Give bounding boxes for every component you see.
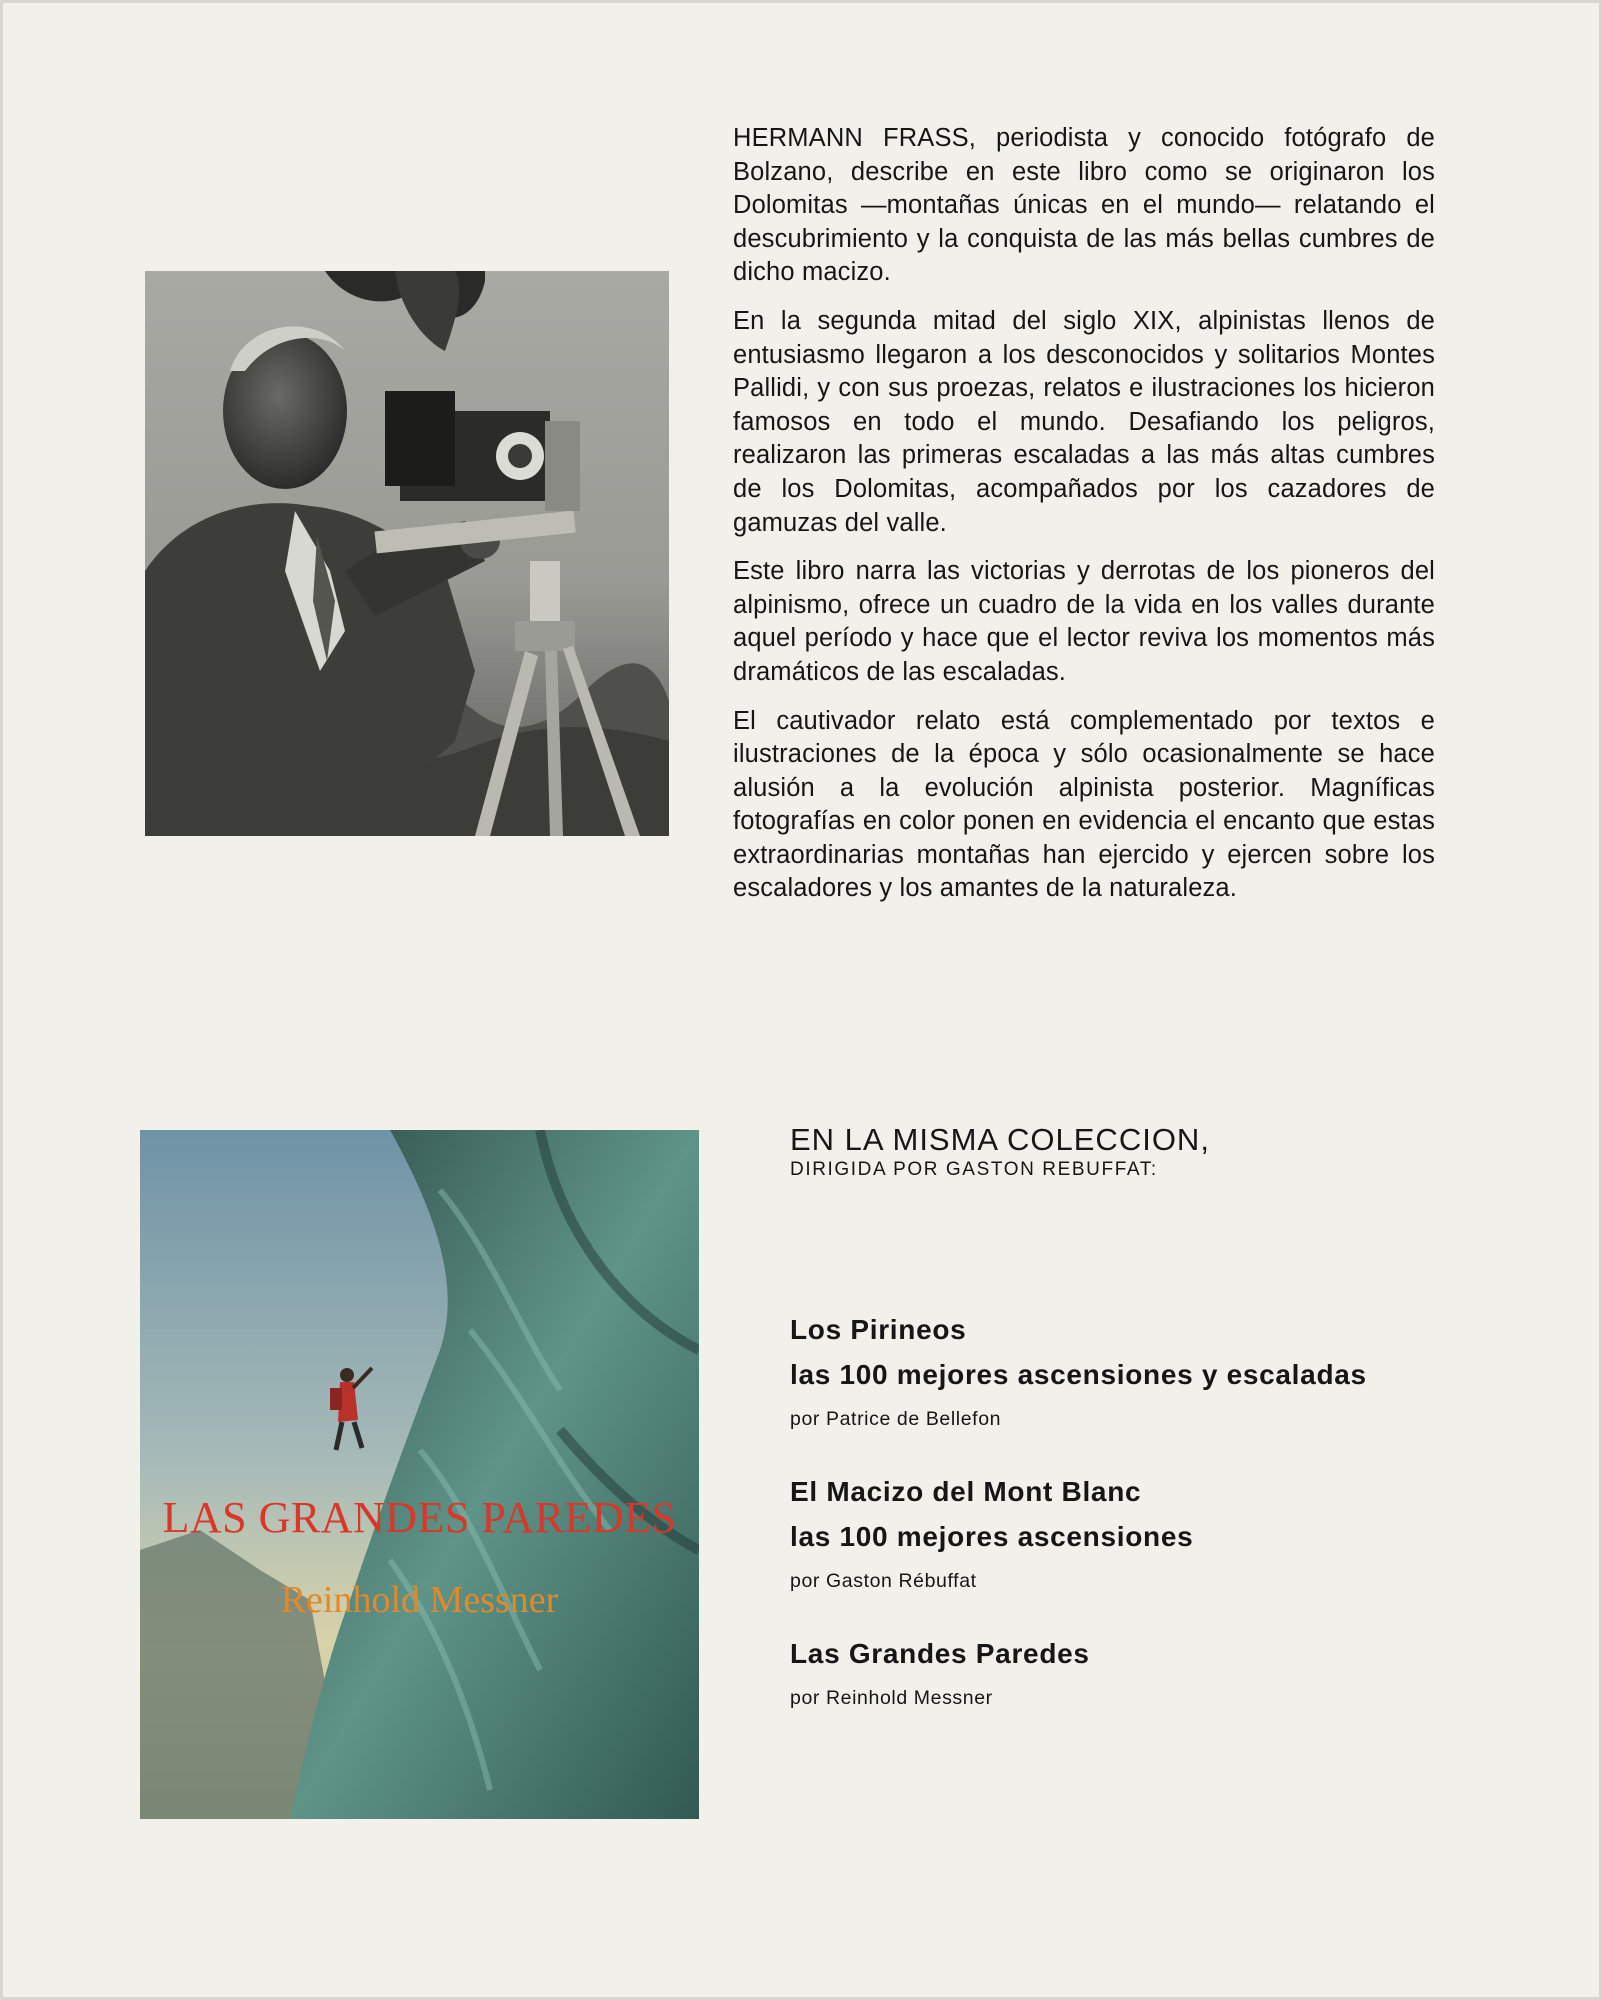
description-paragraph: HERMANN FRASS, periodista y conocido fotógrafo de Bolzano, describe en este libro como se originaron los Dolomitas —montañas únicas en el mundo— relatando el descubrimiento y la conquista de las más bellas cumbres de dicho macizo. — [733, 124, 1435, 287]
book-subtitle: las 100 mejores ascensiones y escaladas — [790, 1359, 1367, 1390]
book-description — [733, 122, 1435, 921]
description-paragraph: Este libro narra las victorias y derrotas de los pioneros del alpinismo, ofrece un cuadro de la vida en los valles durante aquel período y hace que el lector reviva los momentos más dramáticos de las escaladas. — [733, 557, 1435, 686]
collection-subheading: DIRIGIDA POR GASTON REBUFFAT: — [790, 1159, 1158, 1180]
book-item — [790, 1469, 1490, 1595]
cover-title: LAS GRANDES PAREDES — [162, 1493, 677, 1542]
cover-author: Reinhold Messner — [280, 1579, 559, 1621]
book-title: El Macizo del Mont Blanc — [790, 1476, 1142, 1507]
description-paragraph: El cautivador relato está complementado por textos e ilustraciones de la época y sólo ocasionalmente se hace alusión a la evolución alpinista posterior. Magníficas fotografías en color ponen en evidencia el encanto que estas extraordinarias montañas han ejercido y ejercen sobre los escaladores y los amantes de la naturaleza. — [733, 706, 1435, 903]
book-cover-image — [140, 1130, 699, 1819]
collection-heading: EN LA MISMA COLECCION, — [790, 1122, 1210, 1157]
book-author: por Patrice de Bellefon — [790, 1408, 1002, 1430]
book-subtitle: las 100 mejores ascensiones — [790, 1521, 1194, 1552]
book-item — [790, 1631, 1490, 1712]
collection-section — [790, 1121, 1490, 1709]
book-title: Las Grandes Paredes — [790, 1638, 1090, 1669]
description-paragraph: En la segunda mitad del siglo XIX, alpinistas llenos de entusiasmo llegaron a los desconocidos y solitarios Montes Pallidi, y con sus proezas, relatos e ilustraciones los hicieron famosos en todo el mundo. Desafiando los peligros, realizaron las primeras escaladas a las más altas cumbres de los Dolomitas, acompañados por los cazadores de gamuzas del valle. — [733, 306, 1435, 537]
book-item — [790, 1307, 1490, 1433]
author-photo — [145, 271, 669, 836]
book-author: por Gaston Rébuffat — [790, 1570, 977, 1592]
book-title: Los Pirineos — [790, 1314, 967, 1345]
book-author: por Reinhold Messner — [790, 1687, 993, 1709]
collection-list — [790, 1307, 1490, 1748]
